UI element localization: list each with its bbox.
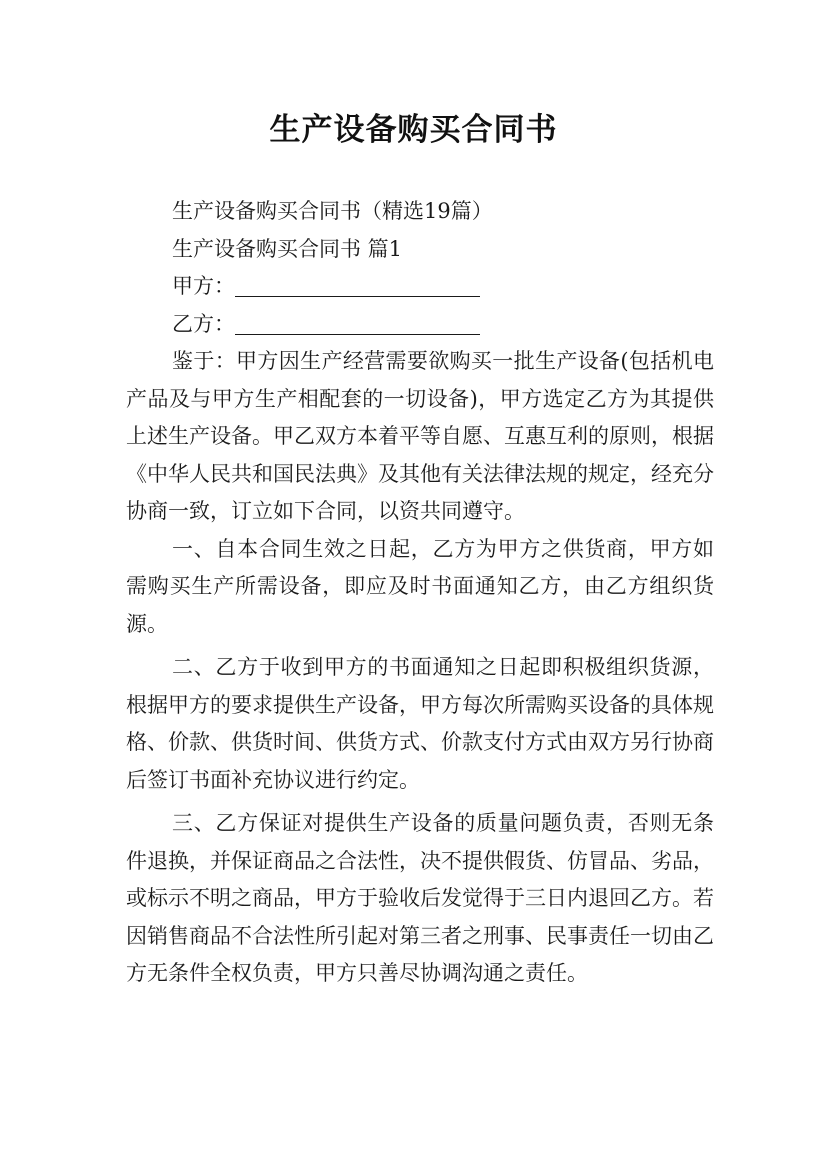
document-body — [126, 193, 714, 993]
party-b-line — [126, 306, 714, 344]
party-a-blank — [235, 274, 480, 297]
party-b-blank — [235, 312, 480, 335]
section-heading: 生产设备购买合同书 篇1 — [172, 236, 403, 261]
party-b-label: 乙方： — [172, 311, 235, 336]
document-title: 生产设备购买合同书 — [269, 112, 558, 148]
party-a-label: 甲方： — [172, 274, 235, 298]
paragraph-clause-2: 二、乙方于收到甲方的书面通知之日起即积极组织货源，根据甲方的要求提供生产设备，甲方每次所需购买设备的具体规格、价款、供货时间、供货方式、价款支付方式由双方另行协商后签订书面补充协议进行约定。 — [126, 655, 714, 792]
paragraph-clause-3: 三、乙方保证对提供生产设备的质量问题负责，否则无条件退换，并保证商品之合法性，决不提供假货、仿冒品、劣品，或标示不明之商品，甲方于验收后发觉得于三日内退回乙方。若因销售商品不合法性所引起对第三者之刑事、民事责任一切由乙方无条件全权负责，甲方只善尽协调沟通之责任。 — [126, 811, 714, 985]
document-subtitle: 生产设备购买合同书（精选19篇） — [172, 199, 493, 223]
paragraph-recital: 鉴于：甲方因生产经营需要欲购买一批生产设备(包括机电产品及与甲方生产相配套的一切设备)，甲方选定乙方为其提供上述生产设备。甲乙双方本着平等自愿、互惠互利的原则，根据《中华人民共和国民法典》及其他有关法律法规的规定，经充分协商一致，订立如下合同，以资共同遵守。 — [126, 349, 714, 523]
paragraph-clause-1: 一、自本合同生效之日起，乙方为甲方之供货商，甲方如需购买生产所需设备，即应及时书面通知乙方，由乙方组织货源。 — [126, 536, 714, 636]
party-a-line — [126, 268, 714, 306]
